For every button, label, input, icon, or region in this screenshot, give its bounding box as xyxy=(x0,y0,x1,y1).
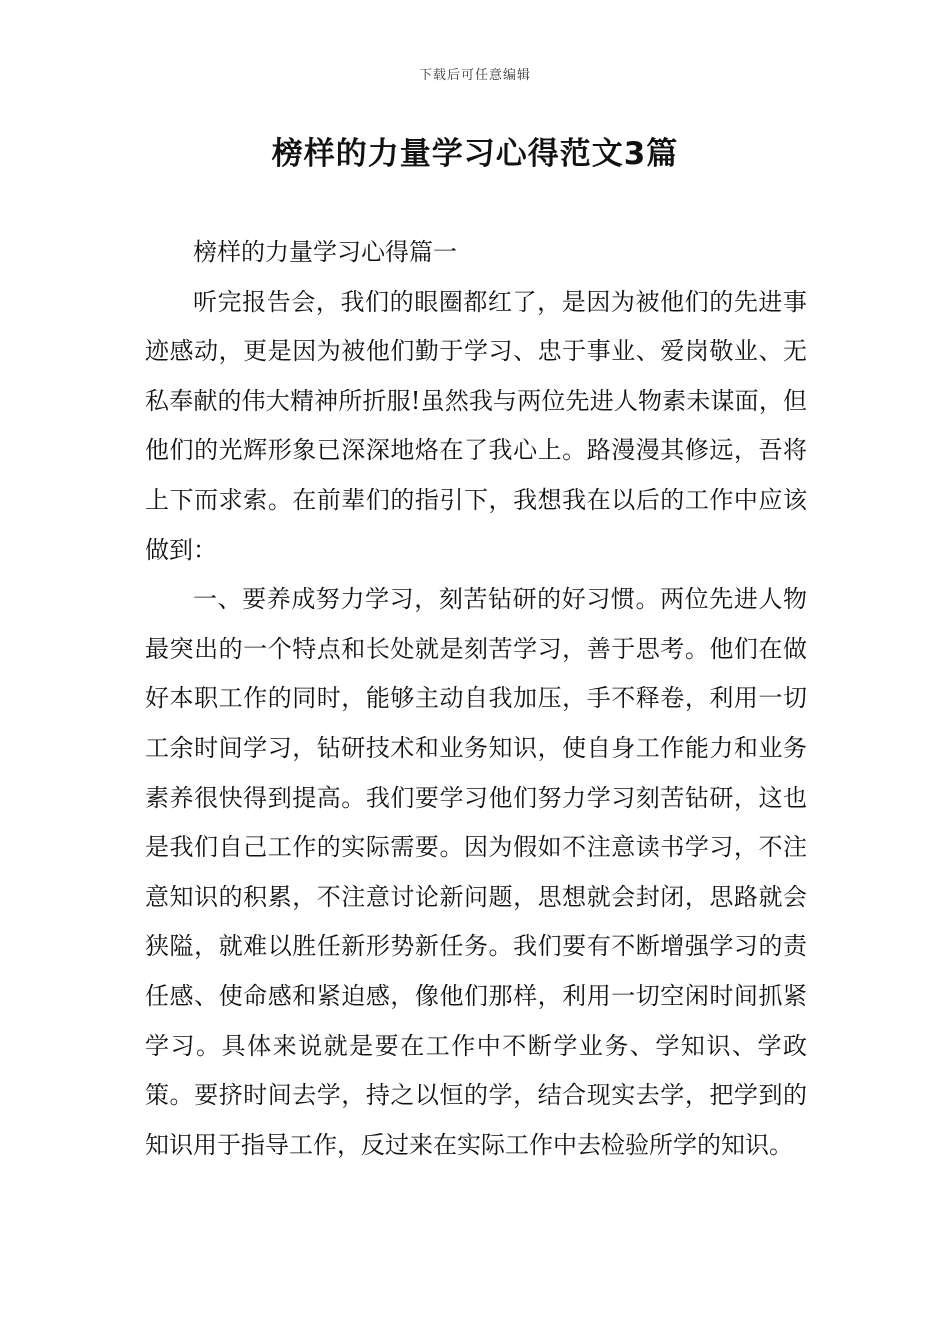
paragraph-point-one: 一、要养成努力学习，刻苦钻研的好习惯。两位先进人物最突出的一个特点和长处就是刻苦学习，善于思考。他们在做好本职工作的同时，能够主动自我加压，手不释卷，利用一切工余时间学习，钻研技术和业务知识，使自身工作能力和业务素养很快得到提高。我们要学习他们努力学习刻苦钻研，这也是我们自己工作的实际需要。因为假如不注意读书学习，不注意知识的积累，不注意讨论新问题，思想就会封闭，思路就会狭隘，就难以胜任新形势新任务。我们要有不断增强学习的责任感、使命感和紧迫感，像他们那样，利用一切空闲时间抓紧学习。具体来说就是要在工作中不断学业务、学知识、学政策。要挤时间去学，持之以恒的学，结合现实去学，把学到的知识用于指导工作，反过来在实际工作中去检验所学的知识。 xyxy=(145,585,807,1159)
paragraph-intro: 听完报告会，我们的眼圈都红了，是因为被他们的先进事迹感动，更是因为被他们勤于学习、忠于事业、爱岗敬业、无私奉献的伟大精神所折服!虽然我与两位先进人物素未谋面，但他们的光辉形象已深深地烙在了我心上。路漫漫其修远，吾将上下而求索。在前辈们的指引下，我想我在以后的工作中应该做到： xyxy=(145,287,807,564)
document-title: 榜样的力量学习心得范文3篇 xyxy=(271,136,679,172)
document-body xyxy=(145,228,807,1170)
section-heading: 榜样的力量学习心得篇一 xyxy=(193,238,457,266)
header-note: 下载后可任意编辑 xyxy=(418,68,531,83)
